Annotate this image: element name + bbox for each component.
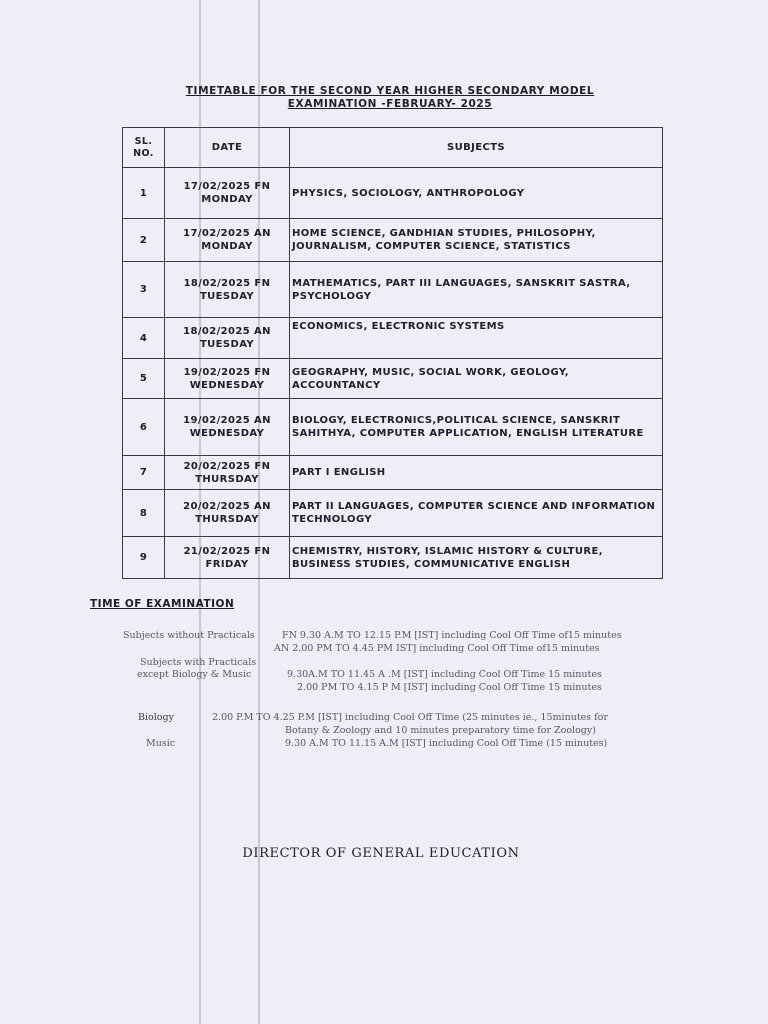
row-subjects: BIOLOGY, ELECTRONICS,POLITICAL SCIENCE, SANSKRIT SAHITHYA, COMPUTER APPLICATION, ENGLISH LITERATURE bbox=[290, 399, 663, 456]
row-subjects: HOME SCIENCE, GANDHIAN STUDIES, PHILOSOPHY, JOURNALISM, COMPUTER SCIENCE, STATISTICS bbox=[290, 219, 663, 262]
row-day: TUESDAY bbox=[199, 339, 255, 350]
row-day: THURSDAY bbox=[195, 473, 259, 485]
row-date: 19/02/2025 FN bbox=[183, 366, 271, 378]
time-of-examination-heading: TIME OF EXAMINATION bbox=[90, 598, 235, 610]
row-subjects: CHEMISTRY, HISTORY, ISLAMIC HISTORY & CULTURE, BUSINESS STUDIES, COMMUNICATIVE ENGLISH bbox=[290, 537, 663, 579]
row-date-cell bbox=[165, 359, 290, 399]
row-sl: 1 bbox=[123, 168, 165, 219]
with-practicals-an-time: 2.00 PM TO 4.15 P M [IST] including Cool Off Time 15 minutes bbox=[297, 682, 602, 693]
row-sl: 9 bbox=[123, 537, 165, 579]
row-day: TUESDAY bbox=[199, 290, 255, 302]
row-sl: 7 bbox=[123, 456, 165, 490]
row-date-cell bbox=[165, 219, 290, 262]
table-row bbox=[123, 262, 663, 318]
table-header-row bbox=[123, 128, 663, 168]
row-date-cell bbox=[165, 318, 290, 359]
row-day: MONDAY bbox=[201, 194, 253, 205]
without-practicals-label: Subjects without Practicals bbox=[123, 630, 255, 641]
row-date-cell bbox=[165, 490, 290, 537]
with-practicals-fn-time: 9.30A.M TO 11.45 A .M [IST] including Cool Off Time 15 minutes bbox=[287, 669, 602, 680]
table-row bbox=[123, 490, 663, 537]
without-practicals-an-time: AN 2.00 PM TO 4.45 PM IST] including Cool Off Time of15 minutes bbox=[274, 643, 600, 654]
with-practicals-label-exception: except Biology & Music bbox=[137, 669, 252, 680]
row-sl: 6 bbox=[123, 399, 165, 456]
biology-time-note: Botany & Zoology and 10 minutes preparatory time for Zoology) bbox=[285, 725, 596, 736]
row-sl: 4 bbox=[123, 318, 165, 359]
row-subjects: MATHEMATICS, PART III LANGUAGES, SANSKRIT SASTRA, PSYCHOLOGY bbox=[290, 262, 663, 318]
row-date-cell bbox=[165, 456, 290, 490]
header-date: DATE bbox=[165, 128, 290, 168]
row-date-cell bbox=[165, 537, 290, 579]
with-practicals-label: Subjects with Practicals bbox=[140, 657, 257, 668]
row-subjects: PHYSICS, SOCIOLOGY, ANTHROPOLOGY bbox=[290, 168, 663, 219]
row-date: 19/02/2025 AN bbox=[183, 415, 271, 426]
table-row bbox=[123, 219, 663, 262]
table-row bbox=[123, 456, 663, 490]
signature-text: DIRECTOR OF GENERAL EDUCATION bbox=[242, 846, 520, 861]
row-date-cell bbox=[165, 168, 290, 219]
row-subjects: PART I ENGLISH bbox=[290, 456, 663, 490]
row-date: 18/02/2025 FN bbox=[183, 277, 271, 289]
music-label: Music bbox=[146, 738, 176, 749]
table-row bbox=[123, 537, 663, 579]
row-day: FRIDAY bbox=[205, 558, 249, 570]
music-time: 9.30 A.M TO 11.15 A.M [IST] including Cool Off Time (15 minutes) bbox=[285, 738, 608, 749]
table-row bbox=[123, 168, 663, 219]
signature-title bbox=[0, 846, 768, 861]
table-row bbox=[123, 318, 663, 359]
table-row bbox=[123, 359, 663, 399]
row-day: WEDNESDAY bbox=[189, 379, 265, 391]
biology-time: 2.00 P.M TO 4.25 P.M [IST] including Cool Off Time (25 minutes ie., 15minutes for bbox=[212, 712, 608, 723]
page-title-line-1: TIMETABLE FOR THE SECOND YEAR HIGHER SECONDARY MODEL bbox=[185, 85, 595, 97]
row-subjects: ECONOMICS, ELECTRONIC SYSTEMS bbox=[290, 318, 663, 359]
row-date: 20/02/2025 FN bbox=[183, 460, 271, 472]
row-sl: 5 bbox=[123, 359, 165, 399]
header-subjects: SUBJECTS bbox=[290, 128, 663, 168]
row-sl: 8 bbox=[123, 490, 165, 537]
page-title-line-2: EXAMINATION -FEBRUARY- 2025 bbox=[287, 98, 493, 110]
row-day: WEDNESDAY bbox=[189, 428, 265, 439]
row-day: MONDAY bbox=[201, 241, 253, 252]
row-day: THURSDAY bbox=[195, 514, 259, 525]
row-subjects: PART II LANGUAGES, COMPUTER SCIENCE AND INFORMATION TECHNOLOGY bbox=[290, 490, 663, 537]
row-subjects: GEOGRAPHY, MUSIC, SOCIAL WORK, GEOLOGY, ACCOUNTANCY bbox=[290, 359, 663, 399]
row-date-cell bbox=[165, 262, 290, 318]
row-date: 18/02/2025 AN bbox=[183, 326, 271, 337]
row-date: 21/02/2025 FN bbox=[183, 545, 271, 557]
row-sl: 2 bbox=[123, 219, 165, 262]
row-date-cell bbox=[165, 399, 290, 456]
row-date: 17/02/2025 FN bbox=[183, 181, 271, 192]
row-date: 17/02/2025 AN bbox=[183, 228, 271, 239]
table-row bbox=[123, 399, 663, 456]
header-sl-no: SL. NO. bbox=[123, 128, 165, 168]
row-sl: 3 bbox=[123, 262, 165, 318]
biology-label: Biology bbox=[138, 712, 174, 723]
row-date: 20/02/2025 AN bbox=[183, 501, 271, 512]
timetable bbox=[122, 127, 663, 579]
without-practicals-fn-time: FN 9.30 A.M TO 12.15 P.M [IST] including Cool Off Time of15 minutes bbox=[282, 630, 622, 641]
